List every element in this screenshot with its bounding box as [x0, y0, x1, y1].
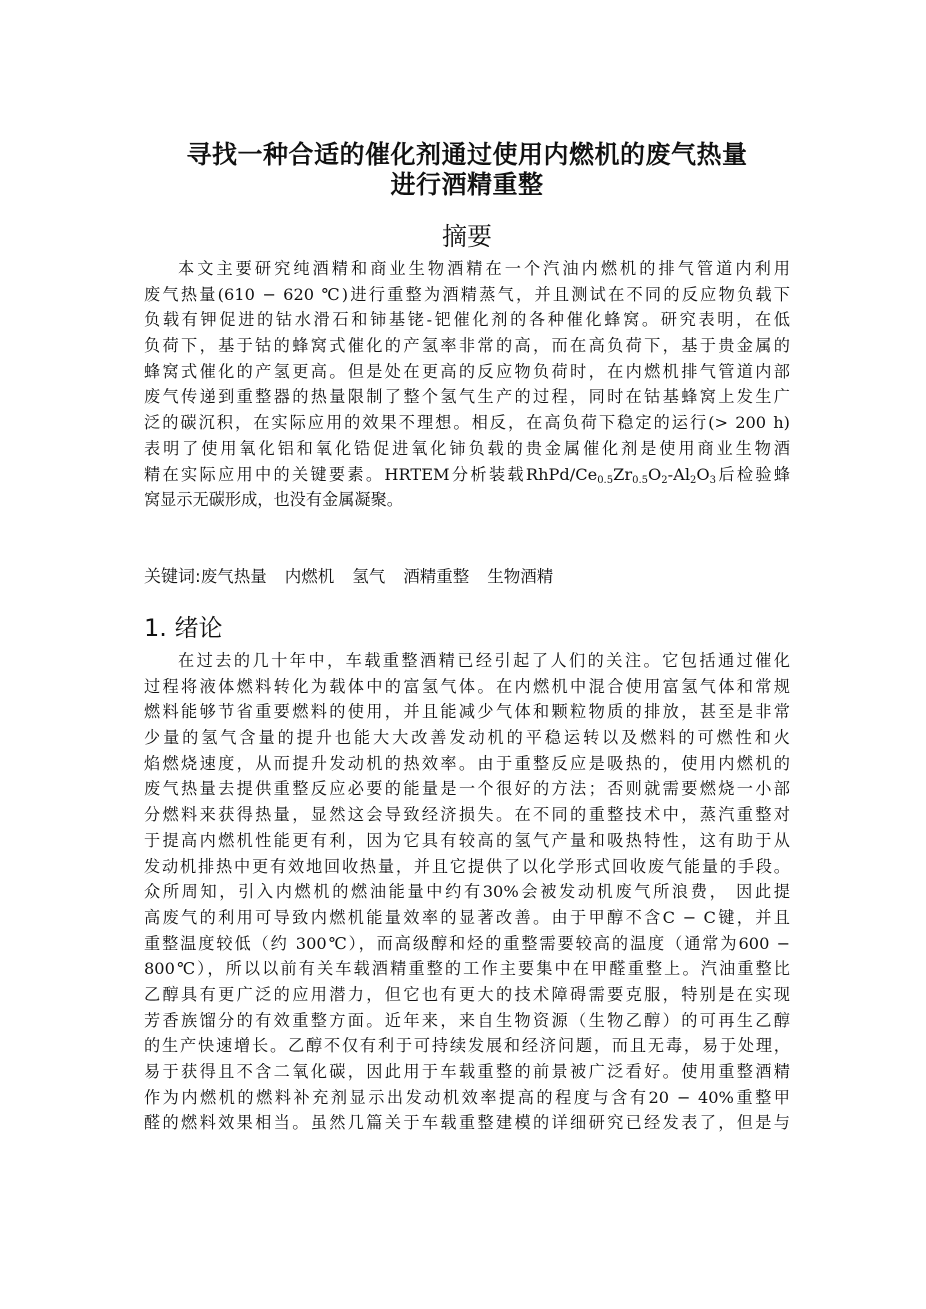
intro-line: 燃料能够节省重要燃料的使用，并且能减少气体和颗粒物质的排放，甚至是非常	[144, 702, 790, 722]
intro-line: 醛的燃料效果相当。虽然几篇关于车载重整建模的详细研究已经发表了，但是与	[144, 1113, 790, 1133]
intro-line: 分燃料来获得热量，显然这会导致经济损失。在不同的重整技术中，蒸汽重整对	[144, 805, 790, 825]
keyword: 生物酒精	[487, 567, 554, 586]
abstract-heading: 摘要	[441, 222, 492, 251]
keyword: 酒精重整	[403, 567, 470, 586]
abstract-line: 表明了使用氧化铝和氧化锆促进氧化铈负载的贵金属催化剂是使用商业生物酒	[144, 438, 790, 458]
keyword: 内燃机	[284, 567, 335, 586]
intro-line: 易于获得且不含二氧化碳，因此用于车载重整的前景被广泛看好。使用重整酒精	[144, 1062, 790, 1081]
abstract-line: 泛的碳沉积，在实际应用的效果不理想。相反，在高负荷下稳定的运行(> 200 h)	[144, 413, 790, 433]
abstract-line: 蜂窝式催化的产氢更高。但是处在更高的反应物负荷时，在内燃机排气管道内部	[144, 361, 790, 381]
formula-text: Zr	[613, 464, 633, 484]
formula-subscript: 0.5	[597, 474, 614, 486]
formula-subscript: 0.5	[632, 474, 648, 486]
abstract-line: 负载有钾促进的钴水滑石和铈基铑-钯催化剂的各种催化蜂窝。研究表明，在低	[144, 310, 790, 330]
keywords-label: 关键词:	[144, 567, 201, 587]
intro-line: 焰燃烧速度，从而提升发动机的热效率。由于重整反应是吸热的，使用内燃机的	[144, 753, 790, 773]
formula-subscript: 3	[709, 474, 717, 486]
intro-line: 的生产快速增长。乙醇不仅有利于可持续发展和经济问题，而且无毒，易于处理，	[144, 1036, 790, 1056]
intro-line: 发动机排热中更有效地回收热量，并且它提供了以化学形式回收废气能量的手段。	[144, 856, 790, 876]
formula-text: -Al	[667, 464, 690, 484]
formula-text: 精在实际应用中的关键要素。HRTEM分析装载RhPd/Ce	[144, 464, 598, 484]
abstract-line: 废气热量(610 − 620 ℃)进行重整为酒精蒸气，并且测试在不同的反应物负载下	[144, 284, 790, 304]
intro-line: 芳香族馏分的有效重整方面。近年来，来自生物资源（生物乙醇）的可再生乙醇	[144, 1010, 790, 1030]
intro-line: 在过去的几十年中，车载重整酒精已经引起了人们的关注。它包括通过催化	[178, 651, 790, 670]
intro-line: 重整温度较低（约 300℃），而高级醇和烃的重整需要较高的温度（通常为600 −	[144, 933, 790, 953]
formula-subscript: 2	[661, 474, 668, 486]
formula-text: O	[648, 464, 662, 484]
introduction-body	[144, 648, 790, 1136]
formula-text: 后检验蜂	[716, 464, 791, 484]
keyword: 废气热量	[200, 567, 267, 586]
abstract-line: 窝显示无碳形成，也没有金属凝聚。	[144, 490, 403, 510]
intro-line: 于提高内燃机性能更有利，因为它具有较高的氢气产量和吸热特性，这有助于从	[144, 830, 790, 850]
title-line: 寻找一种合适的催化剂通过使用内燃机的废气热量	[186, 140, 748, 169]
intro-line: 作为内燃机的燃料补充剂显示出发动机效率提高的程度与含有20 − 40%重整甲	[144, 1087, 790, 1107]
intro-line: 800℃），所以以前有关车载酒精重整的工作主要集中在甲醛重整上。汽油重整比	[144, 959, 790, 979]
abstract-line: 本文主要研究纯酒精和商业生物酒精在一个汽油内燃机的排气管道内利用	[178, 259, 790, 278]
abstract-line: 废气传递到重整器的热量限制了整个氢气生产的过程，同时在钴基蜂窝上发生广	[144, 387, 790, 407]
paper-title	[144, 140, 790, 200]
section-heading-introduction: 1. 绪论	[144, 614, 223, 642]
intro-line: 过程将液体燃料转化为载体中的富氢气体。在内燃机中混合使用富氢气体和常规	[144, 676, 790, 696]
abstract-formula-line	[144, 462, 790, 488]
intro-line: 少量的氢气含量的提升也能大大改善发动机的平稳运转以及燃料的可燃性和火	[144, 728, 790, 748]
keyword: 氢气	[352, 567, 386, 586]
intro-line: 高废气的利用可导致内燃机能量效率的显著改善。由于甲醇不含C − C键，并且	[144, 907, 790, 927]
abstract-line: 负荷下，基于钴的蜂窝式催化的产氢率非常的高，而在高负荷下，基于贵金属的	[144, 336, 790, 356]
intro-line: 废气热量去提供重整反应必要的能量是一个很好的方法；否则就需要燃烧一小部	[144, 779, 790, 799]
intro-line: 众所周知，引入内燃机的燃油能量中约有30%会被发动机废气所浪费， 因此提	[144, 882, 790, 902]
intro-line: 乙醇具有更广泛的应用潜力，但它也有更大的技术障碍需要克服，特别是在实现	[144, 984, 790, 1004]
keywords	[144, 564, 790, 590]
title-line: 进行酒精重整	[390, 170, 544, 199]
formula-text: O	[696, 464, 710, 484]
abstract-body	[144, 256, 790, 513]
formula-subscript: 2	[690, 474, 697, 486]
